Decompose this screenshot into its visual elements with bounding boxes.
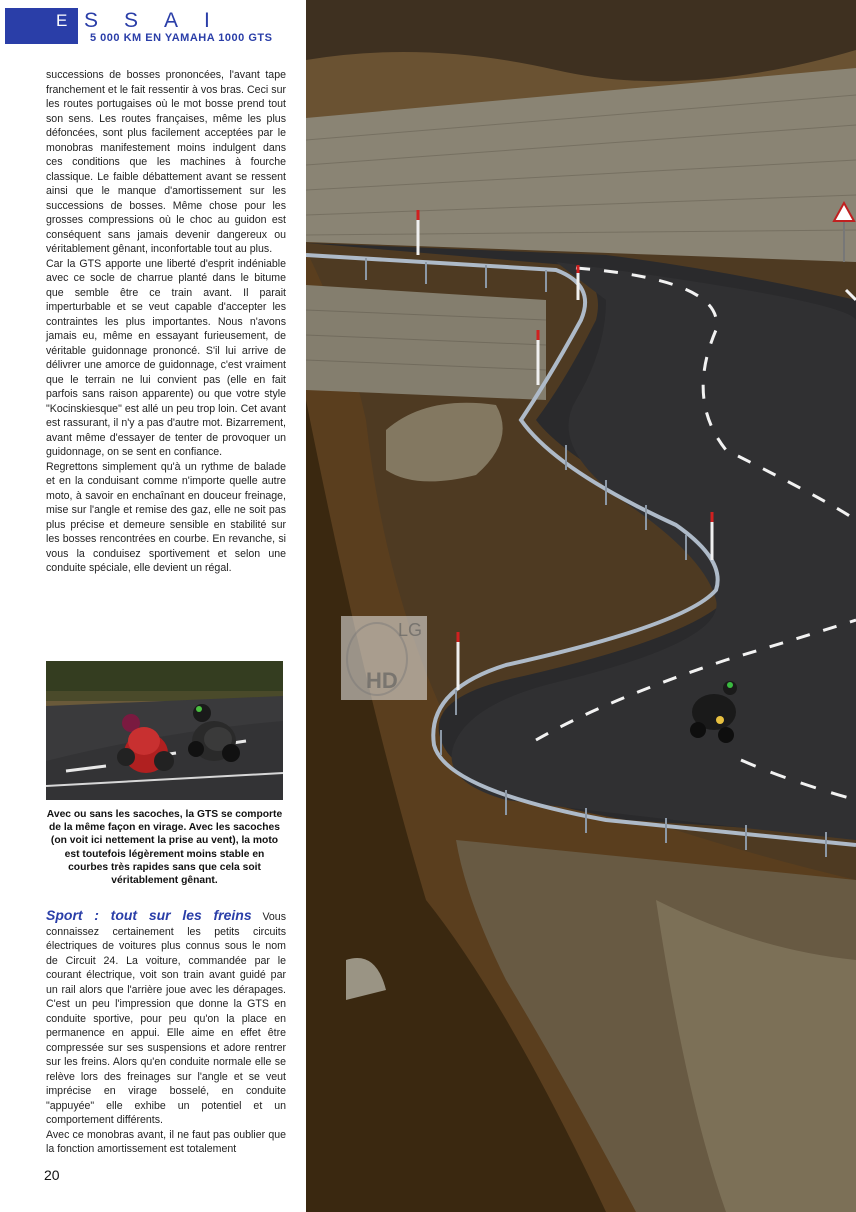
page-number: 20 — [44, 1167, 60, 1183]
header-first-letter: E — [56, 11, 68, 30]
paragraph: Regrettons simplement qu'à un rythme de balade et en la conduisant comme n'importe quelle autre moto, à savoir en enchaînant en douceur freinage, mise sur l'angle et remise des gaz, elle ne soit pas plus précise et demeure sensible en stabilité sur les bosses rencontrées en courbe. En revanche, si vous la conduisez sportivement et selon une conduite spéciale, elle devient un régal. — [46, 460, 286, 574]
header-subtitle: 5 000 KM EN YAMAHA 1000 GTS — [90, 32, 273, 44]
inset-photo — [46, 661, 283, 800]
paragraph: Car la GTS apporte une liberté d'esprit indéniable avec ce socle de charrue planté dans le bitume que semble être ce train avant. Il parait imperturbable et se veut capable d'accepter les contraintes les plus importantes. Nous n'avons jamais eu, même en essayant furieusement, de véritable guidonnage prononcé. S'il lui arrive de délivrer une amorce de guidonnage, c'est vraiment que le terrain ne lui convient pas (elle en fait parfois sans raison apparente) ou que votre style "Kocinskiesque" est allé un peu trop loin. Cet avant est rassurant, il n'y a pas d'autre mot. Bizarrement, avant même d'essayer de tenter de provoquer un guidonnage, on se sent en confiance. — [46, 257, 286, 458]
mountain-road-drawing — [306, 0, 856, 1212]
main-photo — [306, 0, 856, 1212]
inset-caption: Avec ou sans les sacoches, la GTS se comporte de la même façon en virage. Avec les sacoches (on voit ici nettement la prise au vent), la moto est toutefois légèrement moins stable en courbes très rapides sans que cela soit véritablement gênant. — [46, 809, 283, 887]
paragraph: Avec ce monobras avant, il ne faut pas oublier que la fonction amortissement est totalement — [46, 1128, 286, 1155]
paragraph: successions de bosses prononcées, l'avant tape franchement et le fait ressentir à vos bras. Ceci sur les routes portugaises où le mot bosse prend tout son sens. Les routes françaises, même les plus défoncées, sont plus facilement acceptées par le monobras manifestement moins indulgent dans ces conditions que les machines à fourche classique. Le faible débattement avant se ressent ainsi que le manque d'amortissement sur les successions de bosses. Même chose pour les grosses compressions où le choc au guidon est conséquent sans jamais devenir dangereux ou véritablement gênant, inconfortable tout au plus. — [46, 69, 286, 255]
paragraph: Vous connaissez certainement les petits circuits électriques de voitures plus connus sous le nom de Circuit 24. La voiture, commandée par le courant électrique, voit son train avant guidé par un rail alors que l'arrière joue avec les dérapages. C'est un peu l'impression que donne la GTS en conduite sportive, pour peu qu'on la place en permanence en appui. Elle aime en effet être compressée sur ses suspensions et adore rentrer sur les freins. Alors qu'en conduite normale elle se relève lors des freinages sur l'angle et se veut imprécise en virage bosselé, en conduite "appuyée" elle exhibe un potentiel et un comportement différents. — [46, 911, 286, 1126]
inset-photo-drawing — [46, 661, 283, 800]
article-column-2 — [46, 908, 286, 1157]
watermark-top-text: LG — [398, 620, 423, 640]
article-column-1 — [46, 68, 286, 576]
header-title: SSAI — [84, 9, 236, 32]
watermark-bottom-text: HD — [366, 668, 398, 693]
section-heading: Sport : tout sur les freins — [46, 907, 252, 923]
